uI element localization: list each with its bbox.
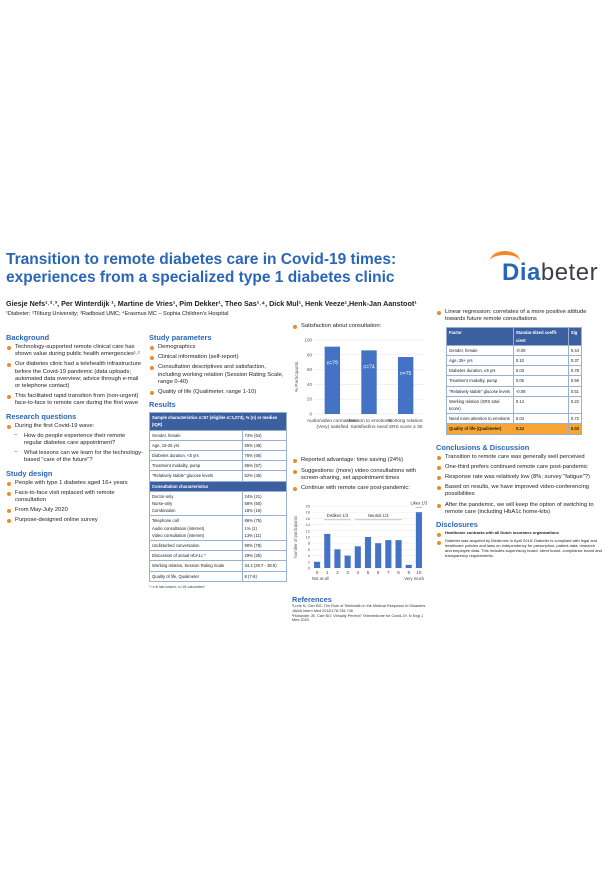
diabeter-logo (488, 253, 600, 297)
highlight-sig: 0.03 (568, 424, 581, 434)
y-tick-label: 12 (305, 528, 310, 534)
table-row-cell: Undisturbed conversation (150, 541, 243, 551)
postpandemic-chart (292, 496, 430, 595)
list-item: Satisfaction about consultation: (292, 323, 430, 330)
table-row (150, 440, 287, 450)
regression-row (447, 396, 582, 413)
table-row (150, 451, 287, 461)
x-tick-label: 3 (346, 570, 349, 576)
list-item: Demographics (149, 344, 287, 351)
regression-header-factor: Factor (447, 328, 514, 345)
x-tick-label: 5 (366, 570, 370, 576)
table-row-cell: Working relation, Session Rating Scale (150, 561, 243, 571)
regression-row-cell: Age, 26+ yrs (447, 356, 514, 366)
y-tick-label: 16 (305, 516, 310, 522)
y-tick-label: 0 (307, 565, 310, 571)
results-heading: Results (149, 400, 176, 410)
table-row (150, 571, 287, 581)
table-row-cell: 24% (21) 58% (50) 18% (16) (242, 491, 286, 516)
postpandemic-chart-svg (292, 496, 430, 592)
table-row-cell: Gender, female (150, 430, 243, 440)
results-table-header: Sample characteristics n=67 (eligible n=1,073), % (n) or median (IQR) (150, 413, 287, 430)
results-rows-1 (150, 430, 287, 481)
title-line-2: experiences from a specialized type 1 diabetes clinic (6, 269, 395, 286)
design-heading: Study design (6, 468, 53, 478)
x-tick-label: Satisfied/no need (350, 425, 388, 431)
conclusions-list (436, 454, 602, 516)
research-heading: Research questions (6, 411, 77, 421)
table-row-cell: 52% (45) (242, 471, 286, 481)
logo-first: Dia (502, 259, 541, 286)
table-row-cell: 90% (78) (242, 541, 286, 551)
y-tick-label: 4 (307, 553, 310, 559)
x-end-label: Very much (404, 576, 424, 582)
reference-item: ¹Lurie N, Carr BG: The Role of Telehealth in the Medical Response to Disasters. JAMA Intern Med 2018;178:745-746 (292, 604, 427, 614)
list-item: Technology-supported remote clinical care has shown value during public health emergencies¹˒² (6, 344, 144, 358)
bar (314, 562, 320, 568)
table-row-cell: 34.4 (29.7 - 38.8) (242, 561, 286, 571)
table-row-cell: Discussion of actual HbA1c * (150, 551, 243, 561)
logo-rest: beter (540, 259, 599, 286)
regression-row (447, 376, 582, 386)
background-list (6, 344, 144, 408)
list-item: Reported advantage: time saving (24%) (292, 457, 430, 464)
highlight-factor: Quality of life (Qualimeter) (447, 424, 514, 434)
list-item: Continue with remote care post-pandemic: (292, 485, 430, 492)
x-tick-label: 4 (356, 570, 360, 576)
list-item: Our diabetes clinic had a telehealth infrastructure before the Covid-19 pandemic (data uploads; automated data overview; advice through e-mail or telephone contact) (6, 361, 144, 390)
table-row (150, 471, 287, 481)
bar (324, 534, 330, 568)
x-tick-label: 0 (315, 570, 319, 576)
y-tick-label: 60 (306, 367, 312, 373)
regression-list (436, 309, 602, 323)
table-row-cell: 74% (64) (242, 430, 286, 440)
list-item: Healthcare contracts with all Dutch insurance organizations (436, 531, 602, 536)
bar (375, 543, 381, 568)
list-subitem: – How do people experience their remote regular diabetes care appointment? (6, 433, 144, 447)
results-footnote: * n=6 lab-based; n=18 calculated (149, 584, 205, 589)
annotation-label: Likes 1/3 (410, 500, 428, 506)
bar (385, 540, 391, 568)
list-item: Diabeter was acquired by Medtronic in April 2015: Diabeter is compliant with legal and healthcare policies and laws on independency for prescription, patient data, research and employee data. This includes supervisory board, client board, compliance board and transparency requirements. (436, 539, 602, 559)
regression-row-cell: 0.44 (568, 345, 581, 355)
annotation-label: Neutral 1/3 (367, 513, 389, 519)
x-tick-label: 2 (336, 570, 339, 576)
bar (334, 550, 340, 569)
list-item: Response rate was relatively low (8%; survey "fatigue"?) (436, 474, 602, 481)
bar (361, 351, 376, 415)
disclosures-heading: Disclosures (436, 520, 478, 530)
table-row-cell: Diabetes duration, <5 yrs (150, 451, 243, 461)
bar (395, 540, 401, 568)
y-axis-label: Number of participants (293, 516, 298, 559)
y-tick-label: 2 (307, 559, 310, 565)
regression-row-cell: Diabetes duration, ≤5 yrs (447, 366, 514, 376)
table-row (150, 430, 287, 440)
y-tick-label: 20 (306, 396, 312, 402)
x-end-label: Not at all (312, 576, 329, 582)
bar-data-label: n=75 (400, 371, 412, 378)
regression-header-coef: Standar-dized coeffi-cient (513, 328, 568, 345)
regression-row-cell: 0.10 (513, 356, 568, 366)
bar (416, 512, 422, 568)
reference-item: ²Hollander JE, Carr BG: Virtually Perfect? Telemedicine for Covid-19. N Engl J Med 2020 (292, 613, 424, 623)
regression-row (447, 345, 582, 355)
regression-row-cell: -0.09 (513, 345, 568, 355)
disclosures-list (436, 531, 602, 559)
x-tick-label: (Very) satisfied (316, 425, 349, 431)
bar (398, 357, 413, 414)
y-tick-label: 100 (304, 337, 312, 343)
bar (345, 556, 351, 568)
regression-row-cell: 0.51 (568, 386, 581, 396)
references-heading: References (292, 595, 332, 605)
table-row-cell: 55% (48) (242, 440, 286, 450)
regression-highlight-row (447, 424, 582, 434)
regression-row-cell: 0.72 (568, 414, 581, 424)
table-row-cell: 76% (66) (242, 451, 286, 461)
table-row (150, 561, 287, 571)
regression-rows (447, 345, 582, 424)
bar (325, 347, 340, 414)
results-table (149, 412, 287, 582)
regression-row-cell: Treatment modality, pump (447, 376, 514, 386)
table-row (150, 551, 287, 561)
y-tick-label: 20 (305, 503, 310, 509)
list-subitem: – What lessons can we learn for the technology-based "care of the future"? (6, 450, 144, 464)
list-item: Linear regression: correlates of a more positive attitude towards future remote consultations (436, 309, 602, 323)
bar (406, 565, 412, 568)
list-item: Consultation descriptives and satisfaction, including working relation (Session Rating Scale, range 0-40) (149, 364, 287, 386)
column-3 (292, 323, 430, 623)
annotation-label: Dislikes 1/3 (326, 513, 349, 519)
params-list (149, 344, 287, 396)
consultation-section: Consultation characteristics (150, 481, 287, 491)
y-axis-label: % Participants (295, 361, 300, 393)
table-row-cell: Doctor-only Nurse-only Combination (150, 491, 243, 516)
table-row (150, 491, 287, 516)
regression-row-cell: Need more attention to emotions (447, 414, 514, 424)
x-tick-label: Working relation: (387, 419, 424, 425)
x-tick-label: Audio/video connection: (306, 419, 358, 425)
y-tick-label: 14 (305, 522, 310, 528)
conclusions-heading: Conclusions & Discussion (436, 442, 530, 452)
x-tick-label: Attention to emotions: (345, 419, 393, 425)
list-item: Face-to-face visit replaced with remote consultation (6, 490, 144, 504)
x-tick-label: 9 (407, 570, 410, 576)
table-row-cell: "Relatively stable" glucose levels (150, 471, 243, 481)
bar (365, 537, 371, 568)
table-row-cell: 29% (25) (242, 551, 286, 561)
x-tick-label: 8 (397, 570, 400, 576)
logo-word (502, 259, 598, 287)
list-item: Based on results, we have improved video-conferencing possibilities (436, 484, 602, 498)
list-item: Suggestions: (more) video consultations with screen-sharing, set appointment times (292, 468, 430, 482)
list-item: Purpose-designed online survey (6, 517, 144, 524)
regression-row-cell: 0.14 (513, 396, 568, 413)
y-tick-label: 40 (306, 382, 312, 388)
params-heading: Study parameters (149, 333, 212, 342)
regression-row-cell: Gender, female (447, 345, 514, 355)
authors: Giesje Nefs¹˒²˒³, Per Winterdijk ¹, Martine de Vries¹, Pim Dekker¹, Theo Sas¹˒⁴, Dick Mul¹, Henk Veeze¹,Henk-Jan Aanstoot¹ (6, 299, 417, 308)
y-tick-label: 18 (305, 509, 310, 515)
table-row-cell: 8 (7-8) (242, 571, 286, 581)
table-row (150, 461, 287, 471)
poster (0, 243, 609, 623)
research-list (6, 423, 144, 465)
table-row (150, 541, 287, 551)
y-tick-label: 80 (306, 352, 312, 358)
table-row-cell: Treatment modality, pump (150, 461, 243, 471)
regression-row (447, 356, 582, 366)
regression-row (447, 366, 582, 376)
regression-row-cell: 0.06 (513, 376, 568, 386)
table-row-cell: Age, 16-25 yrs (150, 440, 243, 450)
middle-list (292, 457, 430, 492)
bar-data-label: n=79 (326, 360, 338, 367)
highlight-coef: 0.24 (513, 424, 568, 434)
x-tick-label: 1 (326, 570, 329, 576)
list-item: From May-July 2020 (6, 507, 144, 514)
table-row-cell: Quality of life, Qualimeter (150, 571, 243, 581)
list-item: During the first Covid-19 wave: (6, 423, 144, 430)
x-tick-label: 7 (387, 570, 390, 576)
satisfaction-chart (292, 334, 430, 455)
satisfaction-chart-svg (292, 334, 430, 452)
affiliations: ¹Diabeter; ²Tilburg University; ³Radboud UMC; ⁴Erasmus MC – Sophia Children's Hospital (6, 311, 229, 317)
regression-header-sig: Sig (568, 328, 581, 345)
regression-row-cell: 0.03 (513, 366, 568, 376)
x-tick-label: SRS score ≥ 30 (388, 425, 423, 431)
list-item: People with type 1 diabetes aged 16+ years (6, 480, 144, 487)
results-rows-2 (150, 491, 287, 581)
satisfaction-list (292, 323, 430, 330)
list-item: One-third prefers continued remote care post-pandemic (436, 464, 602, 471)
table-row-cell: 65% (57) (242, 461, 286, 471)
title-line-1: Transition to remote diabetes care in Covid-19 times: (6, 251, 397, 268)
list-item: Quality of life (Qualimeter, range 1-10) (149, 389, 287, 396)
column-1 (6, 333, 144, 529)
table-row-cell: Telephone call Audio consultation (internet) Video consultation (internet) (150, 516, 243, 541)
y-tick-label: 10 (305, 534, 310, 540)
table-row (150, 516, 287, 541)
regression-row-cell: 0.37 (568, 356, 581, 366)
poster-title (6, 251, 476, 287)
references-list (292, 604, 430, 622)
column-2 (149, 333, 287, 591)
regression-row-cell: 0.59 (568, 376, 581, 386)
regression-table (446, 327, 582, 434)
x-tick-label: 6 (376, 570, 380, 576)
regression-row (447, 386, 582, 396)
list-item: After the pandemic, we will keep the option of switching to remote care (including HbA1c home-kits) (436, 502, 602, 516)
list-item: Transition to remote care was generally well perceived (436, 454, 602, 461)
list-item: This facilitated rapid transition from (non-urgent) face-to-face to remote care during the first wave (6, 393, 144, 407)
regression-row (447, 414, 582, 424)
y-tick-label: 6 (307, 547, 310, 553)
design-list (6, 480, 144, 525)
y-tick-label: 0 (309, 411, 312, 417)
regression-row-cell: "Relatively stable" glucose levels (447, 386, 514, 396)
bar (355, 547, 361, 569)
background-heading: Background (6, 333, 50, 342)
x-tick-label: 10 (416, 570, 422, 576)
regression-row-cell: Working relation (SRS total score) (447, 396, 514, 413)
regression-row-cell: -0.08 (513, 386, 568, 396)
list-item: Clinical information (self-report) (149, 354, 287, 361)
regression-row-cell: 0.78 (568, 366, 581, 376)
column-4 (436, 309, 602, 563)
bar-data-label: n=74 (363, 364, 375, 371)
table-row-cell: 86% (75) 1% (1) 13% (11) (242, 516, 286, 541)
y-tick-label: 8 (307, 540, 310, 546)
regression-row-cell: 0.22 (568, 396, 581, 413)
regression-row-cell: 0.04 (513, 414, 568, 424)
